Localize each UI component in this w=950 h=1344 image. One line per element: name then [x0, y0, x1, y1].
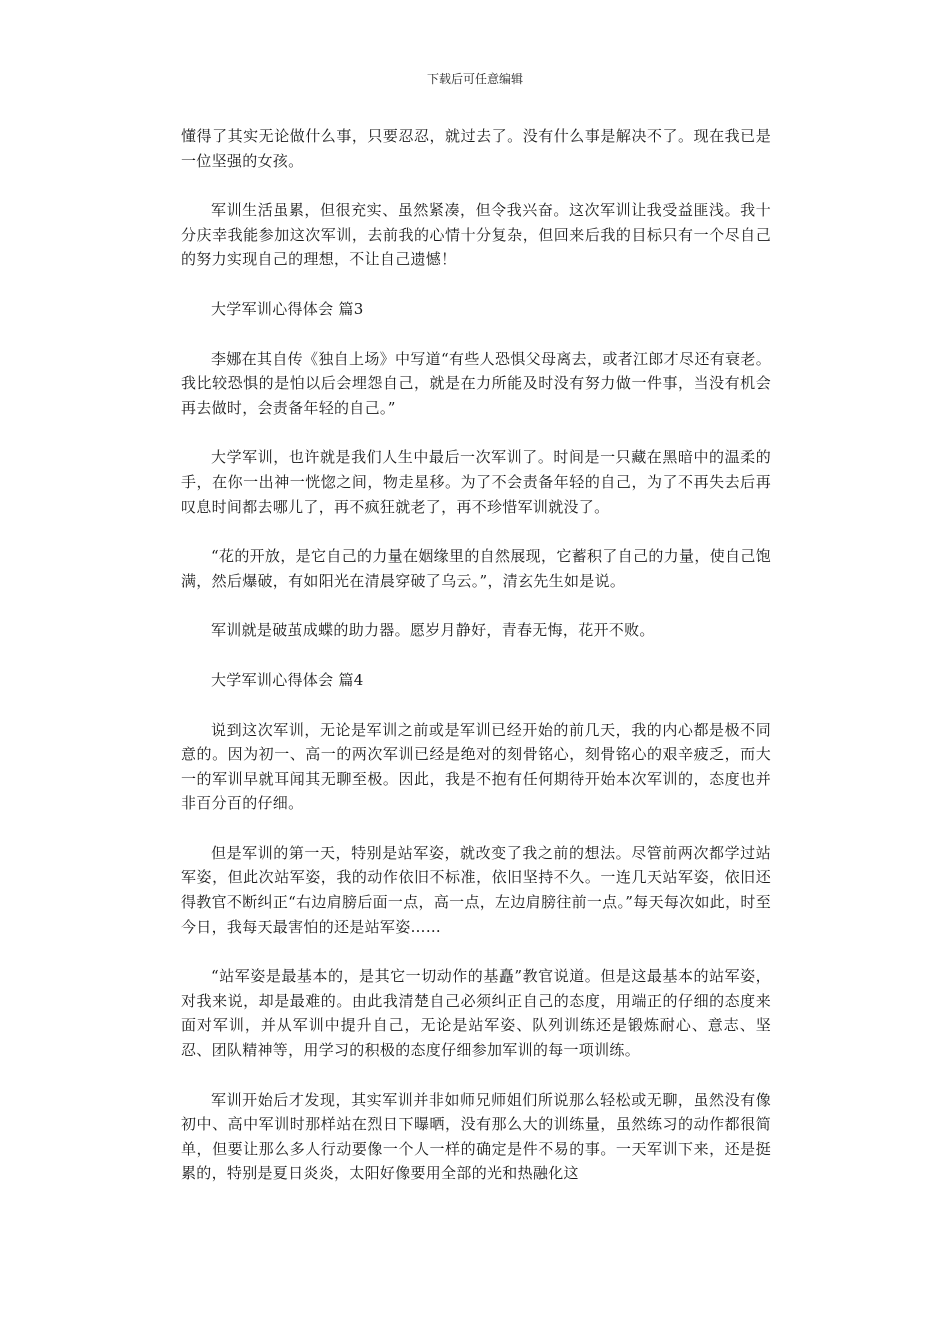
- paragraph-11: “站军姿是最基本的，是其它一切动作的基矗”教官说道。但是这最基本的站军姿，对我来说，却是最难的。由此我清楚自己必须纠正自己的态度，用端正的仔细的态度来面对军训，并从军训中提升自己，无论是站军姿、队列训练还是锻炼耐心、意志、坚忍、团队精神等，用学习的积极的态度仔细参加军训的每一项训练。: [181, 967, 771, 1060]
- paragraph-2: 军训生活虽累，但很充实、虽然紧凑，但令我兴奋。这次军训让我受益匪浅。我十分庆幸我能参加这次军训，去前我的心情十分复杂，但回来后我的目标只有一个尽自己的努力实现自己的理想，不让自己遗憾！: [181, 201, 771, 269]
- section-heading-4: 大学军训心得体会 篇4: [211, 670, 364, 689]
- paragraph-9: 说到这次军训，无论是军训之前或是军训已经开始的前几天，我的内心都是极不同意的。因为初一、高一的两次军训已经是绝对的刻骨铭心，刻骨铭心的艰辛疲乏，而大一的军训早就耳闻其无聊至极。因此，我是不抱有任何期待开始本次军训的，态度也并非百分百的仔细。: [181, 720, 771, 813]
- page-header: 下载后可任意编辑: [426, 72, 523, 86]
- paragraph-4: 李娜在其自传《独自上场》中写道“有些人恐惧父母离去，或者江郎才尽还有衰老。我比较恐惧的是怕以后会埋怨自己，就是在力所能及时没有努力做一件事，当没有机会再去做时，会责备年轻的自己。”: [181, 349, 771, 417]
- document-body: [181, 124, 771, 1211]
- paragraph-10: 但是军训的第一天，特别是站军姿，就改变了我之前的想法。尽管前两次都学过站军姿，但此次站军姿，我的动作依旧不标准，依旧坚持不久。一连几天站军姿，依旧还得教官不断纠正“右边肩膀后面一点，高一点，左边肩膀往前一点。”每天每次如此，时至今日，我每天最害怕的还是站军姿……: [181, 843, 771, 936]
- section-heading-3: 大学军训心得体会 篇3: [211, 299, 364, 318]
- paragraph-6: “花的开放，是它自己的力量在姻缘里的自然展现，它蓄积了自己的力量，使自己饱满，然后爆破，有如阳光在清晨穿破了乌云。”，清玄先生如是说。: [181, 547, 771, 590]
- paragraph-1: 懂得了其实无论做什么事，只要忍忍，就过去了。没有什么事是解决不了。现在我已是一位坚强的女孩。: [181, 127, 771, 170]
- paragraph-12: 军训开始后才发现，其实军训并非如师兄师姐们所说那么轻松或无聊，虽然没有像初中、高中军训时那样站在烈日下曝晒，没有那么大的训练量，虽然练习的动作都很简单，但要让那么多人行动要像一个人一样的确定是件不易的事。一天军训下来，还是挺累的，特别是夏日炎炎，太阳好像要用全部的光和热融化这: [181, 1090, 771, 1183]
- paragraph-7: 军训就是破茧成蝶的助力器。愿岁月静好，青春无悔，花开不败。: [211, 621, 655, 640]
- paragraph-5: 大学军训，也许就是我们人生中最后一次军训了。时间是一只藏在黑暗中的温柔的手，在你一出神一恍惚之间，物走星移。为了不会责备年轻的自己，为了不再失去后再叹息时间都去哪儿了，再不疯狂就老了，再不珍惜军训就没了。: [181, 448, 771, 516]
